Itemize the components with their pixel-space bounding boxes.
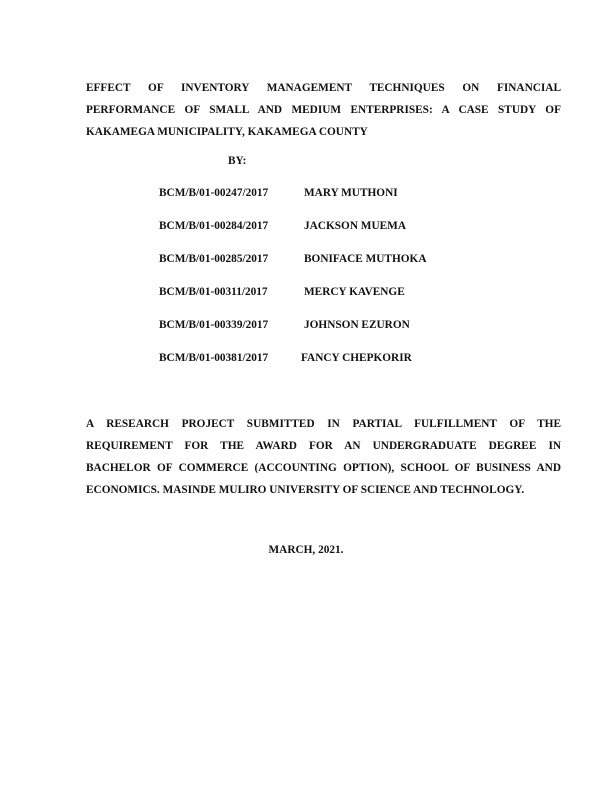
submission-line-2: REQUIREMENT FOR THE AWARD FOR AN UNDERGRADUATE DEGREE IN [86,440,561,452]
title-line-2: PERFORMANCE OF SMALL AND MEDIUM ENTERPRISES: A CASE STUDY OF [86,104,561,116]
submission-line-3: BACHELOR OF COMMERCE (ACCOUNTING OPTION), SCHOOL OF BUSINESS AND [86,462,561,474]
author-name: MERCY KAVENGE [304,286,405,298]
title-line-3: KAKAMEGA MUNICIPALITY, KAKAMEGA COUNTY [86,126,368,138]
author-name: MARY MUTHONI [304,187,398,199]
by-label: BY: [228,155,247,167]
author-reg-number: BCM/B/01-00247/2017 [159,187,269,199]
author-reg-number: BCM/B/01-00339/2017 [159,319,269,331]
submission-statement [86,413,561,501]
author-reg-number: BCM/B/01-00311/2017 [159,286,268,298]
submission-line-4: ECONOMICS. MASINDE MULIRO UNIVERSITY OF SCIENCE AND TECHNOLOGY. [86,484,525,496]
author-reg-number: BCM/B/01-00284/2017 [159,220,269,232]
submission-line-1: A RESEARCH PROJECT SUBMITTED IN PARTIAL FULFILLMENT OF THE [86,418,561,430]
author-reg-number: BCM/B/01-00285/2017 [159,253,269,265]
author-name: FANCY CHEPKORIR [301,352,412,364]
author-name: BONIFACE MUTHOKA [304,253,427,265]
author-reg-number: BCM/B/01-00381/2017 [159,352,269,364]
author-name: JOHNSON EZURON [304,319,410,331]
author-name: JACKSON MUEMA [304,220,406,232]
document-title [86,77,561,143]
submission-date: MARCH, 2021. [268,544,344,556]
title-line-1: EFFECT OF INVENTORY MANAGEMENT TECHNIQUES ON FINANCIAL [86,82,561,94]
